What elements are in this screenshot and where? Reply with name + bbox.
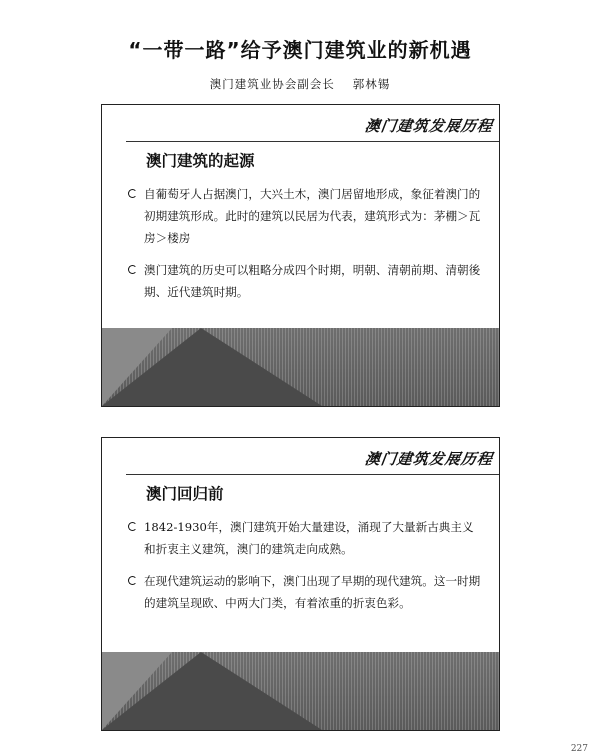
- list-item: [126, 259, 483, 303]
- slide-divider: [126, 141, 499, 142]
- slide-pre-handover: [101, 437, 500, 731]
- bullet-text: 自葡萄牙人占据澳门，大兴土木，澳门居留地形成，象征着澳门的初期建筑形成。此时的建筑以民居为代表，建筑形式为：茅棚＞瓦房＞楼房: [144, 187, 481, 245]
- slide-heading: 澳门建筑的起源: [146, 152, 255, 170]
- article-title: “一带一路”给予澳门建筑业的新机遇: [128, 38, 472, 62]
- author-line: [0, 76, 600, 92]
- decorative-band: [102, 328, 499, 406]
- author-role: 澳门建筑业协会副会长: [209, 77, 335, 91]
- bullet-icon: [128, 265, 137, 274]
- bullet-icon: [128, 522, 137, 531]
- decorative-band: [102, 652, 499, 730]
- list-item: [126, 570, 483, 614]
- list-item: [126, 516, 483, 560]
- bullet-list: [126, 516, 483, 624]
- slide-divider: [126, 474, 499, 475]
- slide-header: 澳门建筑发展历程: [363, 450, 495, 468]
- bullet-text: 澳门建筑的历史可以粗略分成四个时期，明朝、清朝前期、清朝後期、近代建筑时期。: [144, 263, 481, 299]
- slide-heading: 澳门回归前: [146, 485, 224, 503]
- author-name: 郭林锡: [352, 77, 391, 91]
- slide-origins: [101, 104, 500, 407]
- bullet-text: 1842-1930年，澳门建筑开始大量建设，涌现了大量新古典主义和折衷主义建筑，澳门的建筑走向成熟。: [144, 520, 474, 556]
- page-number: 227: [570, 744, 588, 754]
- bullet-list: [126, 183, 483, 313]
- bullet-icon: [128, 189, 137, 198]
- list-item: [126, 183, 483, 249]
- slide-header: 澳门建筑发展历程: [363, 117, 495, 135]
- bullet-icon: [128, 576, 137, 585]
- bullet-text: 在现代建筑运动的影响下，澳门出现了早期的现代建筑。这一时期的建筑呈现欧、中两大门类，有着浓重的折衷色彩。: [144, 574, 481, 610]
